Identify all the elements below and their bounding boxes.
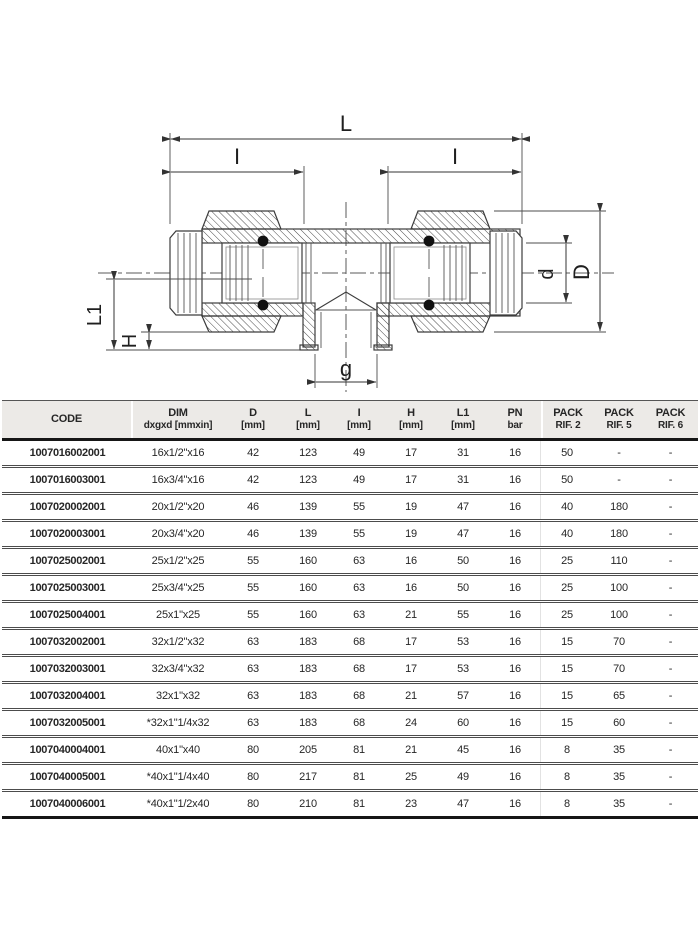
value-cell: 16 — [509, 528, 521, 540]
value-cell: 80 — [247, 798, 259, 810]
value-cell: - — [668, 717, 673, 729]
value-cell: 80 — [247, 744, 259, 756]
value-cell: 81 — [353, 798, 365, 810]
value-cell: 123 — [299, 474, 317, 486]
code-cell: 1007025003001 — [29, 582, 106, 594]
code-cell: 1007016002001 — [29, 447, 106, 459]
code-cell: 1007040006001 — [29, 798, 106, 810]
value-cell: 16 — [509, 663, 521, 675]
col-header-unit: bar — [507, 420, 523, 432]
dim-label-g: g — [339, 356, 353, 381]
value-cell: 40 — [540, 495, 593, 519]
value-cell: 160 — [299, 582, 317, 594]
col-header-label: PACK — [655, 407, 686, 420]
value-cell: - — [668, 798, 673, 810]
col-header-label: H — [407, 407, 415, 420]
value-cell: 53 — [457, 636, 469, 648]
value-cell: 100 — [610, 582, 628, 594]
value-cell: 53 — [457, 663, 469, 675]
table-row — [2, 792, 698, 819]
value-cell: 68 — [353, 690, 365, 702]
col-header-label: CODE — [51, 413, 82, 426]
value-cell: - — [668, 528, 673, 540]
col-header-unit: RIF. 5 — [606, 420, 632, 432]
value-cell: 16 — [509, 582, 521, 594]
value-cell: 17 — [405, 663, 417, 675]
col-header-code — [2, 401, 133, 438]
value-cell: 24 — [405, 717, 417, 729]
value-cell: 68 — [353, 717, 365, 729]
value-cell: 25 — [540, 549, 593, 573]
value-cell: *40x1"1/2x40 — [146, 798, 210, 810]
value-cell: 16 — [509, 690, 521, 702]
dim-label-d: d — [536, 268, 558, 280]
value-cell: - — [668, 609, 673, 621]
value-cell: 68 — [353, 663, 365, 675]
value-cell: 25 — [540, 576, 593, 600]
dim-label-L: L — [339, 111, 353, 136]
code-cell: 1007025002001 — [29, 555, 106, 567]
value-cell: 70 — [613, 636, 625, 648]
table-row — [2, 630, 698, 657]
value-cell: 21 — [405, 744, 417, 756]
value-cell: 80 — [247, 771, 259, 783]
value-cell: 8 — [540, 792, 593, 816]
value-cell: 47 — [457, 798, 469, 810]
col-header-I — [333, 401, 385, 438]
col-header-unit: [mm] — [451, 420, 475, 432]
value-cell: 60 — [457, 717, 469, 729]
col-header-pack-rif2 — [541, 401, 593, 438]
value-cell: 25 — [540, 603, 593, 627]
value-cell: 63 — [247, 690, 259, 702]
value-cell: 60 — [613, 717, 625, 729]
value-cell: 21 — [405, 690, 417, 702]
col-header-label: PN — [507, 407, 523, 420]
col-header-L — [283, 401, 333, 438]
value-cell: - — [668, 663, 673, 675]
value-cell: 15 — [540, 657, 593, 681]
value-cell: 8 — [540, 738, 593, 762]
value-cell: 110 — [610, 555, 628, 567]
col-header-unit: [mm] — [241, 420, 265, 432]
value-cell: 183 — [299, 663, 317, 675]
code-cell: 1007040004001 — [29, 744, 106, 756]
col-header-label: PACK — [604, 407, 634, 420]
value-cell: 63 — [247, 663, 259, 675]
value-cell: 70 — [613, 663, 625, 675]
value-cell: 57 — [457, 690, 469, 702]
value-cell: 32x1/2"x32 — [151, 636, 205, 648]
table-header-row — [2, 401, 698, 441]
value-cell: 55 — [353, 501, 365, 513]
value-cell: *32x1"1/4x32 — [146, 717, 210, 729]
table-row — [2, 765, 698, 792]
dim-label-D: D — [569, 264, 594, 280]
value-cell: - — [668, 744, 673, 756]
value-cell: 50 — [457, 555, 469, 567]
value-cell: 19 — [405, 528, 417, 540]
value-cell: - — [668, 636, 673, 648]
table-row — [2, 684, 698, 711]
col-header-label: D — [249, 407, 257, 420]
value-cell: 16 — [509, 717, 521, 729]
value-cell: 16 — [509, 609, 521, 621]
table-row — [2, 495, 698, 522]
value-cell: 68 — [353, 636, 365, 648]
col-header-label: DIM — [168, 407, 188, 420]
value-cell: - — [617, 447, 621, 459]
value-cell: 49 — [353, 447, 365, 459]
value-cell: 123 — [299, 447, 317, 459]
table-row — [2, 711, 698, 738]
code-cell: 1007032003001 — [29, 663, 106, 675]
table-row — [2, 549, 698, 576]
col-header-label: PACK — [553, 407, 583, 420]
table-row — [2, 576, 698, 603]
spec-table — [2, 400, 698, 819]
value-cell: 17 — [405, 636, 417, 648]
value-cell: 16x1/2"x16 — [151, 447, 205, 459]
value-cell: - — [668, 501, 673, 513]
value-cell: 55 — [247, 582, 259, 594]
value-cell: 42 — [247, 474, 259, 486]
value-cell: 50 — [457, 582, 469, 594]
table-row — [2, 468, 698, 495]
value-cell: 25x1"x25 — [156, 609, 200, 621]
value-cell: - — [668, 690, 673, 702]
value-cell: 49 — [457, 771, 469, 783]
value-cell: 16 — [509, 798, 521, 810]
col-header-unit: [mm] — [296, 420, 320, 432]
value-cell: 205 — [299, 744, 317, 756]
technical-drawing — [0, 0, 700, 399]
col-header-pack-rif5 — [593, 401, 645, 438]
value-cell: 63 — [353, 609, 365, 621]
value-cell: 16 — [405, 555, 417, 567]
value-cell: 50 — [540, 468, 593, 492]
col-header-label: I — [357, 407, 361, 420]
value-cell: 160 — [299, 555, 317, 567]
col-header-unit: dxgxd [mmxin] — [143, 420, 213, 432]
value-cell: 17 — [405, 447, 417, 459]
value-cell: 23 — [405, 798, 417, 810]
col-header-unit: RIF. 2 — [555, 420, 581, 432]
value-cell: 16 — [405, 582, 417, 594]
value-cell: 63 — [353, 555, 365, 567]
value-cell: 160 — [299, 609, 317, 621]
value-cell: 55 — [247, 609, 259, 621]
value-cell: - — [668, 447, 673, 459]
value-cell: 50 — [540, 441, 593, 465]
value-cell: 16 — [509, 447, 521, 459]
table-row — [2, 441, 698, 468]
col-header-dim — [133, 401, 223, 438]
value-cell: 183 — [299, 717, 317, 729]
value-cell: 47 — [457, 501, 469, 513]
value-cell: 25 — [405, 771, 417, 783]
dim-label-I-right: I — [451, 144, 459, 169]
value-cell: 139 — [299, 501, 317, 513]
value-cell: - — [668, 474, 673, 486]
value-cell: 35 — [613, 744, 625, 756]
code-cell: 1007032002001 — [29, 636, 106, 648]
value-cell: 49 — [353, 474, 365, 486]
table-body — [2, 441, 698, 819]
code-cell: 1007040005001 — [29, 771, 106, 783]
col-header-label: L — [304, 407, 312, 420]
value-cell: 40 — [540, 522, 593, 546]
value-cell: - — [617, 474, 621, 486]
value-cell: - — [668, 582, 673, 594]
code-cell: 1007020002001 — [29, 501, 106, 513]
value-cell: 46 — [247, 501, 259, 513]
value-cell: 183 — [299, 636, 317, 648]
value-cell: 183 — [299, 690, 317, 702]
value-cell: - — [668, 555, 673, 567]
value-cell: 45 — [457, 744, 469, 756]
value-cell: 32x1"x32 — [156, 690, 200, 702]
value-cell: 81 — [353, 744, 365, 756]
value-cell: 55 — [247, 555, 259, 567]
value-cell: 55 — [457, 609, 469, 621]
value-cell: 25x3/4"x25 — [151, 582, 205, 594]
value-cell: 31 — [457, 474, 469, 486]
value-cell: - — [668, 771, 673, 783]
value-cell: 16 — [509, 555, 521, 567]
value-cell: 16 — [509, 501, 521, 513]
value-cell: 15 — [540, 711, 593, 735]
col-header-H — [385, 401, 437, 438]
table-row — [2, 738, 698, 765]
value-cell: 55 — [353, 528, 365, 540]
col-header-D — [223, 401, 283, 438]
value-cell: 46 — [247, 528, 259, 540]
dim-label-I-left: I — [233, 144, 241, 169]
code-cell: 1007032004001 — [29, 690, 106, 702]
col-header-L1 — [437, 401, 489, 438]
col-header-unit: [mm] — [399, 420, 423, 432]
value-cell: 16 — [509, 744, 521, 756]
value-cell: 17 — [405, 474, 417, 486]
col-header-pack-rif6 — [645, 401, 696, 438]
value-cell: 20x3/4"x20 — [151, 528, 205, 540]
fitting-section-svg — [0, 0, 700, 399]
value-cell: 16 — [509, 474, 521, 486]
value-cell: 32x3/4"x32 — [151, 663, 205, 675]
value-cell: 35 — [613, 798, 625, 810]
value-cell: 20x1/2"x20 — [151, 501, 205, 513]
value-cell: 139 — [299, 528, 317, 540]
value-cell: 217 — [299, 771, 317, 783]
dim-label-L1: L1 — [84, 303, 106, 327]
col-header-PN — [489, 401, 541, 438]
value-cell: 63 — [247, 717, 259, 729]
value-cell: 15 — [540, 684, 593, 708]
value-cell: 63 — [353, 582, 365, 594]
col-header-unit: [mm] — [347, 420, 371, 432]
code-cell: 1007020003001 — [29, 528, 106, 540]
value-cell: 35 — [613, 771, 625, 783]
code-cell: 1007032005001 — [29, 717, 106, 729]
value-cell: 31 — [457, 447, 469, 459]
value-cell: 180 — [610, 501, 628, 513]
value-cell: 100 — [610, 609, 628, 621]
value-cell: 47 — [457, 528, 469, 540]
code-cell: 1007016003001 — [29, 474, 106, 486]
table-row — [2, 522, 698, 549]
value-cell: 8 — [540, 765, 593, 789]
value-cell: 40x1"x40 — [156, 744, 200, 756]
value-cell: 16 — [509, 636, 521, 648]
value-cell: 21 — [405, 609, 417, 621]
dim-label-H: H — [119, 333, 141, 349]
value-cell: *40x1"1/4x40 — [146, 771, 210, 783]
table-row — [2, 657, 698, 684]
value-cell: 16 — [509, 771, 521, 783]
value-cell: 180 — [610, 528, 628, 540]
value-cell: 19 — [405, 501, 417, 513]
value-cell: 63 — [247, 636, 259, 648]
col-header-unit: RIF. 6 — [658, 420, 683, 432]
value-cell: 65 — [613, 690, 625, 702]
col-header-label: L1 — [456, 407, 470, 420]
value-cell: 25x1/2"x25 — [151, 555, 205, 567]
table-row — [2, 603, 698, 630]
value-cell: 42 — [247, 447, 259, 459]
value-cell: 81 — [353, 771, 365, 783]
code-cell: 1007025004001 — [29, 609, 106, 621]
value-cell: 15 — [540, 630, 593, 654]
value-cell: 210 — [299, 798, 317, 810]
value-cell: 16x3/4"x16 — [151, 474, 205, 486]
